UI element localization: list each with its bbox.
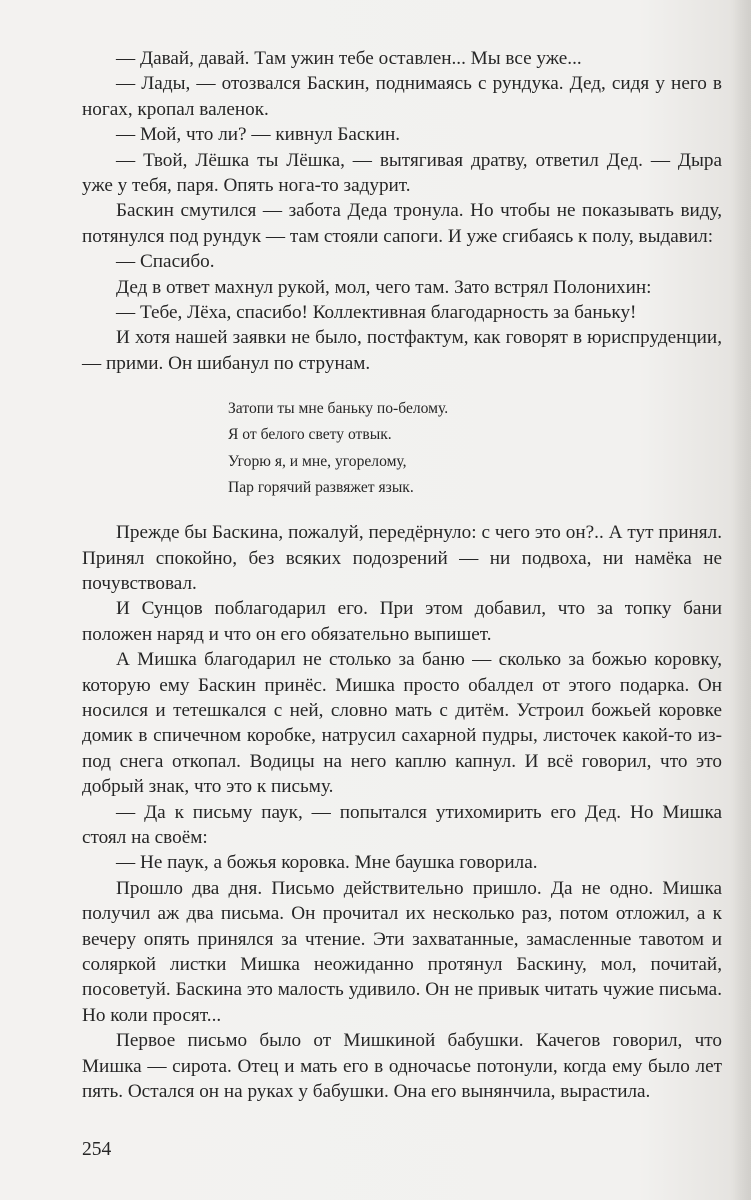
paragraph: И Сунцов поблагодарил его. При этом добавил, что за топку бани положен наряд и что он его обязательно выпишет. (82, 598, 722, 645)
paragraph: Прошло два дня. Письмо действительно пришло. Да не одно. Мишка получил аж два письма. Он прочитал их несколько раз, потом отложил, а к вечеру опять принялся за чтение. Эти захватанные, замасленные тавотом и соляркой листки Мишка неожиданно протянул Баскину, мол, почитай, посоветуй. Баскина это малость удивило. Он не привык читать чужие письма. Но коли просят... (82, 877, 722, 1026)
song-verse (228, 396, 722, 501)
paragraph: И хотя нашей заявки не было, постфактум, как говорят в юриспруденции, — прими. Он шибанул по струнам. (82, 327, 722, 374)
paragraph: — Да к письму паук, — попытался утихомирить его Дед. Но Мишка стоял на своём: (82, 801, 722, 848)
paragraph: — Давай, давай. Там ужин тебе оставлен... Мы все уже... (116, 48, 582, 69)
paragraph: А Мишка благодарил не столько за баню — сколько за божью коровку, которую ему Баскин принёс. Мишка просто обалдел от этого подарка. Он носился и тетешкался с ней, словно мать с дитём. Устроил божьей коровке домик в спичечном коробке, натрусил сахарной пудры, листочек какой-то из-под снега откопал. Водицы на него каплю капнул. И всё говорил, что это добрый знак, что это к письму. (82, 649, 722, 798)
paragraph: — Лады, — отозвался Баскин, поднимаясь с рундука. Дед, сидя у него в ногах, кропал валенок. (82, 73, 722, 120)
verse-line: Я от белого свету отвык. (228, 426, 392, 444)
paragraph: — Не паук, а божья коровка. Мне баушка говорила. (116, 852, 538, 874)
page-text (82, 46, 722, 1104)
paragraph: — Твой, Лёшка ты Лёшка, — вытягивая дратву, ответил Дед. — Дыра уже у тебя, паря. Опять нога-то задурит. (82, 149, 722, 197)
paragraph: Дед в ответ махнул рукой, мол, чего там. Зато встрял Полонихин: (116, 276, 652, 298)
page-number: 254 (82, 1139, 112, 1160)
paragraph: — Спасибо. (116, 251, 215, 273)
paragraph: Прежде бы Баскина, пожалуй, передёрнуло: с чего это он?.. А тут принял. Принял спокойно, без всяких подозрений — ни подвоха, ни намёка не почувствовал. (82, 522, 722, 594)
binding-shadow (733, 0, 751, 1200)
paragraph: Первое письмо было от Мишкиной бабушки. Качегов говорил, что Мишка — сирота. Отец и мать его в одночасье потонули, когда ему было лет пять. Остался он на руках у бабушки. Она его вынянчила, вырастила. (82, 1030, 722, 1103)
paragraph: — Мой, что ли? — кивнул Баскин. (116, 124, 401, 146)
paragraph: — Тебе, Лёха, спасибо! Коллективная благодарность за баньку! (116, 302, 637, 324)
verse-line: Пар горячий развяжет язык. (228, 478, 414, 496)
verse-line: Угорю я, и мне, угорелому, (228, 452, 407, 470)
paragraph: Баскин смутился — забота Деда тронула. Но чтобы не показывать виду, потянулся под рундук — там стояли сапоги. И уже сгибаясь к полу, выдавил: (82, 200, 722, 247)
verse-line: Затопи ты мне баньку по-белому. (228, 400, 449, 418)
